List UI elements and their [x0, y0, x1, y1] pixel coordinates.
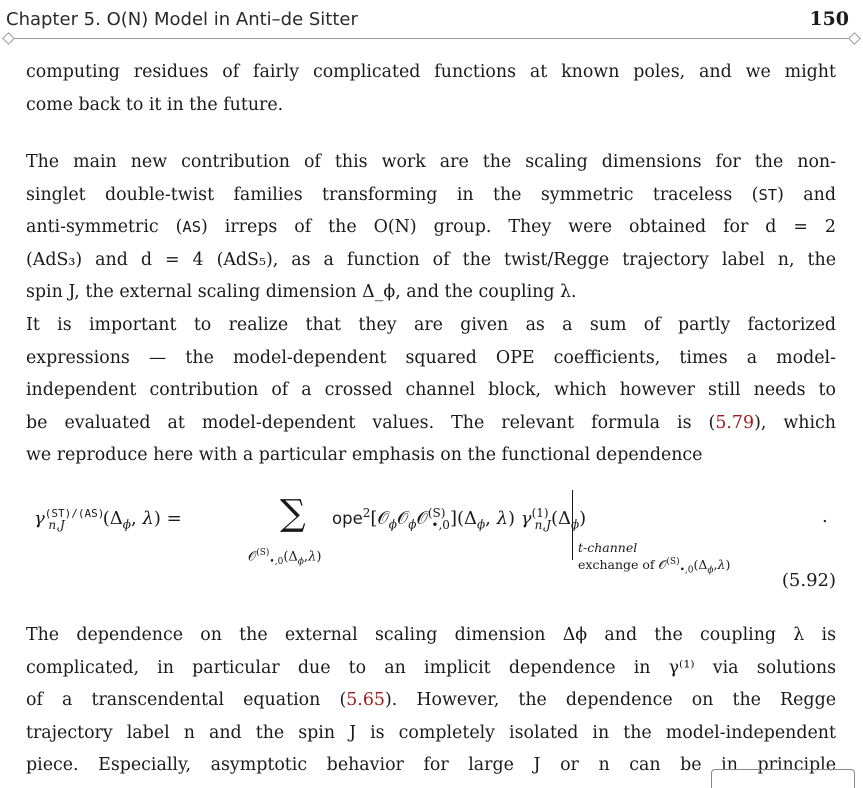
- evaluation-subscript: t-channel exchange of $𝒪^{(S)}_{•,0}(\Delta_\phi,\lambda)$: [578, 540, 731, 576]
- text-line: complicated, in particular due to an implicit dependence in γ⁽¹⁾ via solutions: [26, 657, 836, 678]
- paragraph-3: [26, 309, 836, 472]
- summation-sign: ∑: [280, 493, 306, 534]
- text-line: anti-symmetric (AS) irreps of the O(N) group. They were obtained for d = 2: [26, 217, 836, 237]
- text-line: (AdS₃) and d = 4 (AdS₅), as a function of the twist/Regge trajectory label n, the: [26, 249, 836, 270]
- equation-period: .: [822, 506, 828, 527]
- as-label: AS: [182, 218, 202, 236]
- text-line: The dependence on the external scaling dimension Δϕ and the coupling λ is: [26, 625, 836, 645]
- st-label: ST: [758, 185, 778, 204]
- text-line: spin J, the external scaling dimension Δ_ϕ, and the coupling λ.: [26, 282, 577, 302]
- equation-lhs: $\gamma^{(ST)/(AS)}_{n,J}$ ($\Delta_\phi$, λ) =: [34, 507, 182, 532]
- text-line: The main new contribution of this work are the scaling dimensions for the non-: [26, 152, 836, 172]
- text-line: be evaluated at model-dependent values. The relevant formula is (5.79), which: [26, 412, 836, 433]
- evaluation-bar: [572, 490, 573, 560]
- header-rule: [8, 38, 855, 39]
- page-number: 150: [809, 8, 849, 30]
- text-line: of a transcendental equation (5.65). However, the dependence on the Regge: [26, 690, 836, 710]
- text-line: independent contribution of a crossed channel block, which however still needs to: [26, 380, 836, 400]
- equation-number: (5.92): [781, 570, 836, 591]
- header-rule-left-ornament: [2, 32, 15, 45]
- text-line: piece. Especially, asymptotic behavior for large J or n can be in principle: [26, 755, 836, 775]
- chapter-title: Chapter 5. O(N) Model in Anti–de Sitter: [6, 9, 358, 30]
- running-header: [0, 0, 863, 38]
- display-equation: [26, 488, 836, 606]
- text-line: come back to it in the future.: [26, 94, 284, 115]
- text-line: singlet double-twist families transforming in the symmetric traceless (ST) and: [26, 184, 836, 205]
- text-line: we reproduce here with a particular emphasis on the functional dependence: [26, 445, 703, 465]
- text-line: trajectory label n and the spin J is completely isolated in the model-independent: [26, 722, 836, 743]
- equation-reference-link[interactable]: 5.79: [715, 412, 755, 433]
- paragraph-2: [26, 146, 836, 309]
- header-rule-right-ornament: [848, 32, 861, 45]
- partial-box-outline: [711, 769, 855, 788]
- paragraph-1: [26, 56, 836, 121]
- text-line: It is important to realize that they are given as a sum of partly factorized: [26, 315, 836, 335]
- equation-reference-link[interactable]: 5.65: [346, 690, 385, 710]
- text-line: expressions — the model-dependent squared OPE coefficients, times a model-: [26, 347, 836, 368]
- paragraph-4: [26, 619, 836, 782]
- equation-rhs: $ope^2[𝒪_\phi 𝒪_\phi 𝒪^{(S)}_{•,0}](\Delta_\phi$, λ) $\gamma^{(1)}_{n,J}(\Delta_\phi)$: [332, 506, 587, 532]
- summation-index: $𝒪^{(S)}_{•,0}(\Delta_\phi,\lambda)$: [248, 548, 322, 567]
- text-line: computing residues of fairly complicated functions at known poles, and we might: [26, 62, 836, 82]
